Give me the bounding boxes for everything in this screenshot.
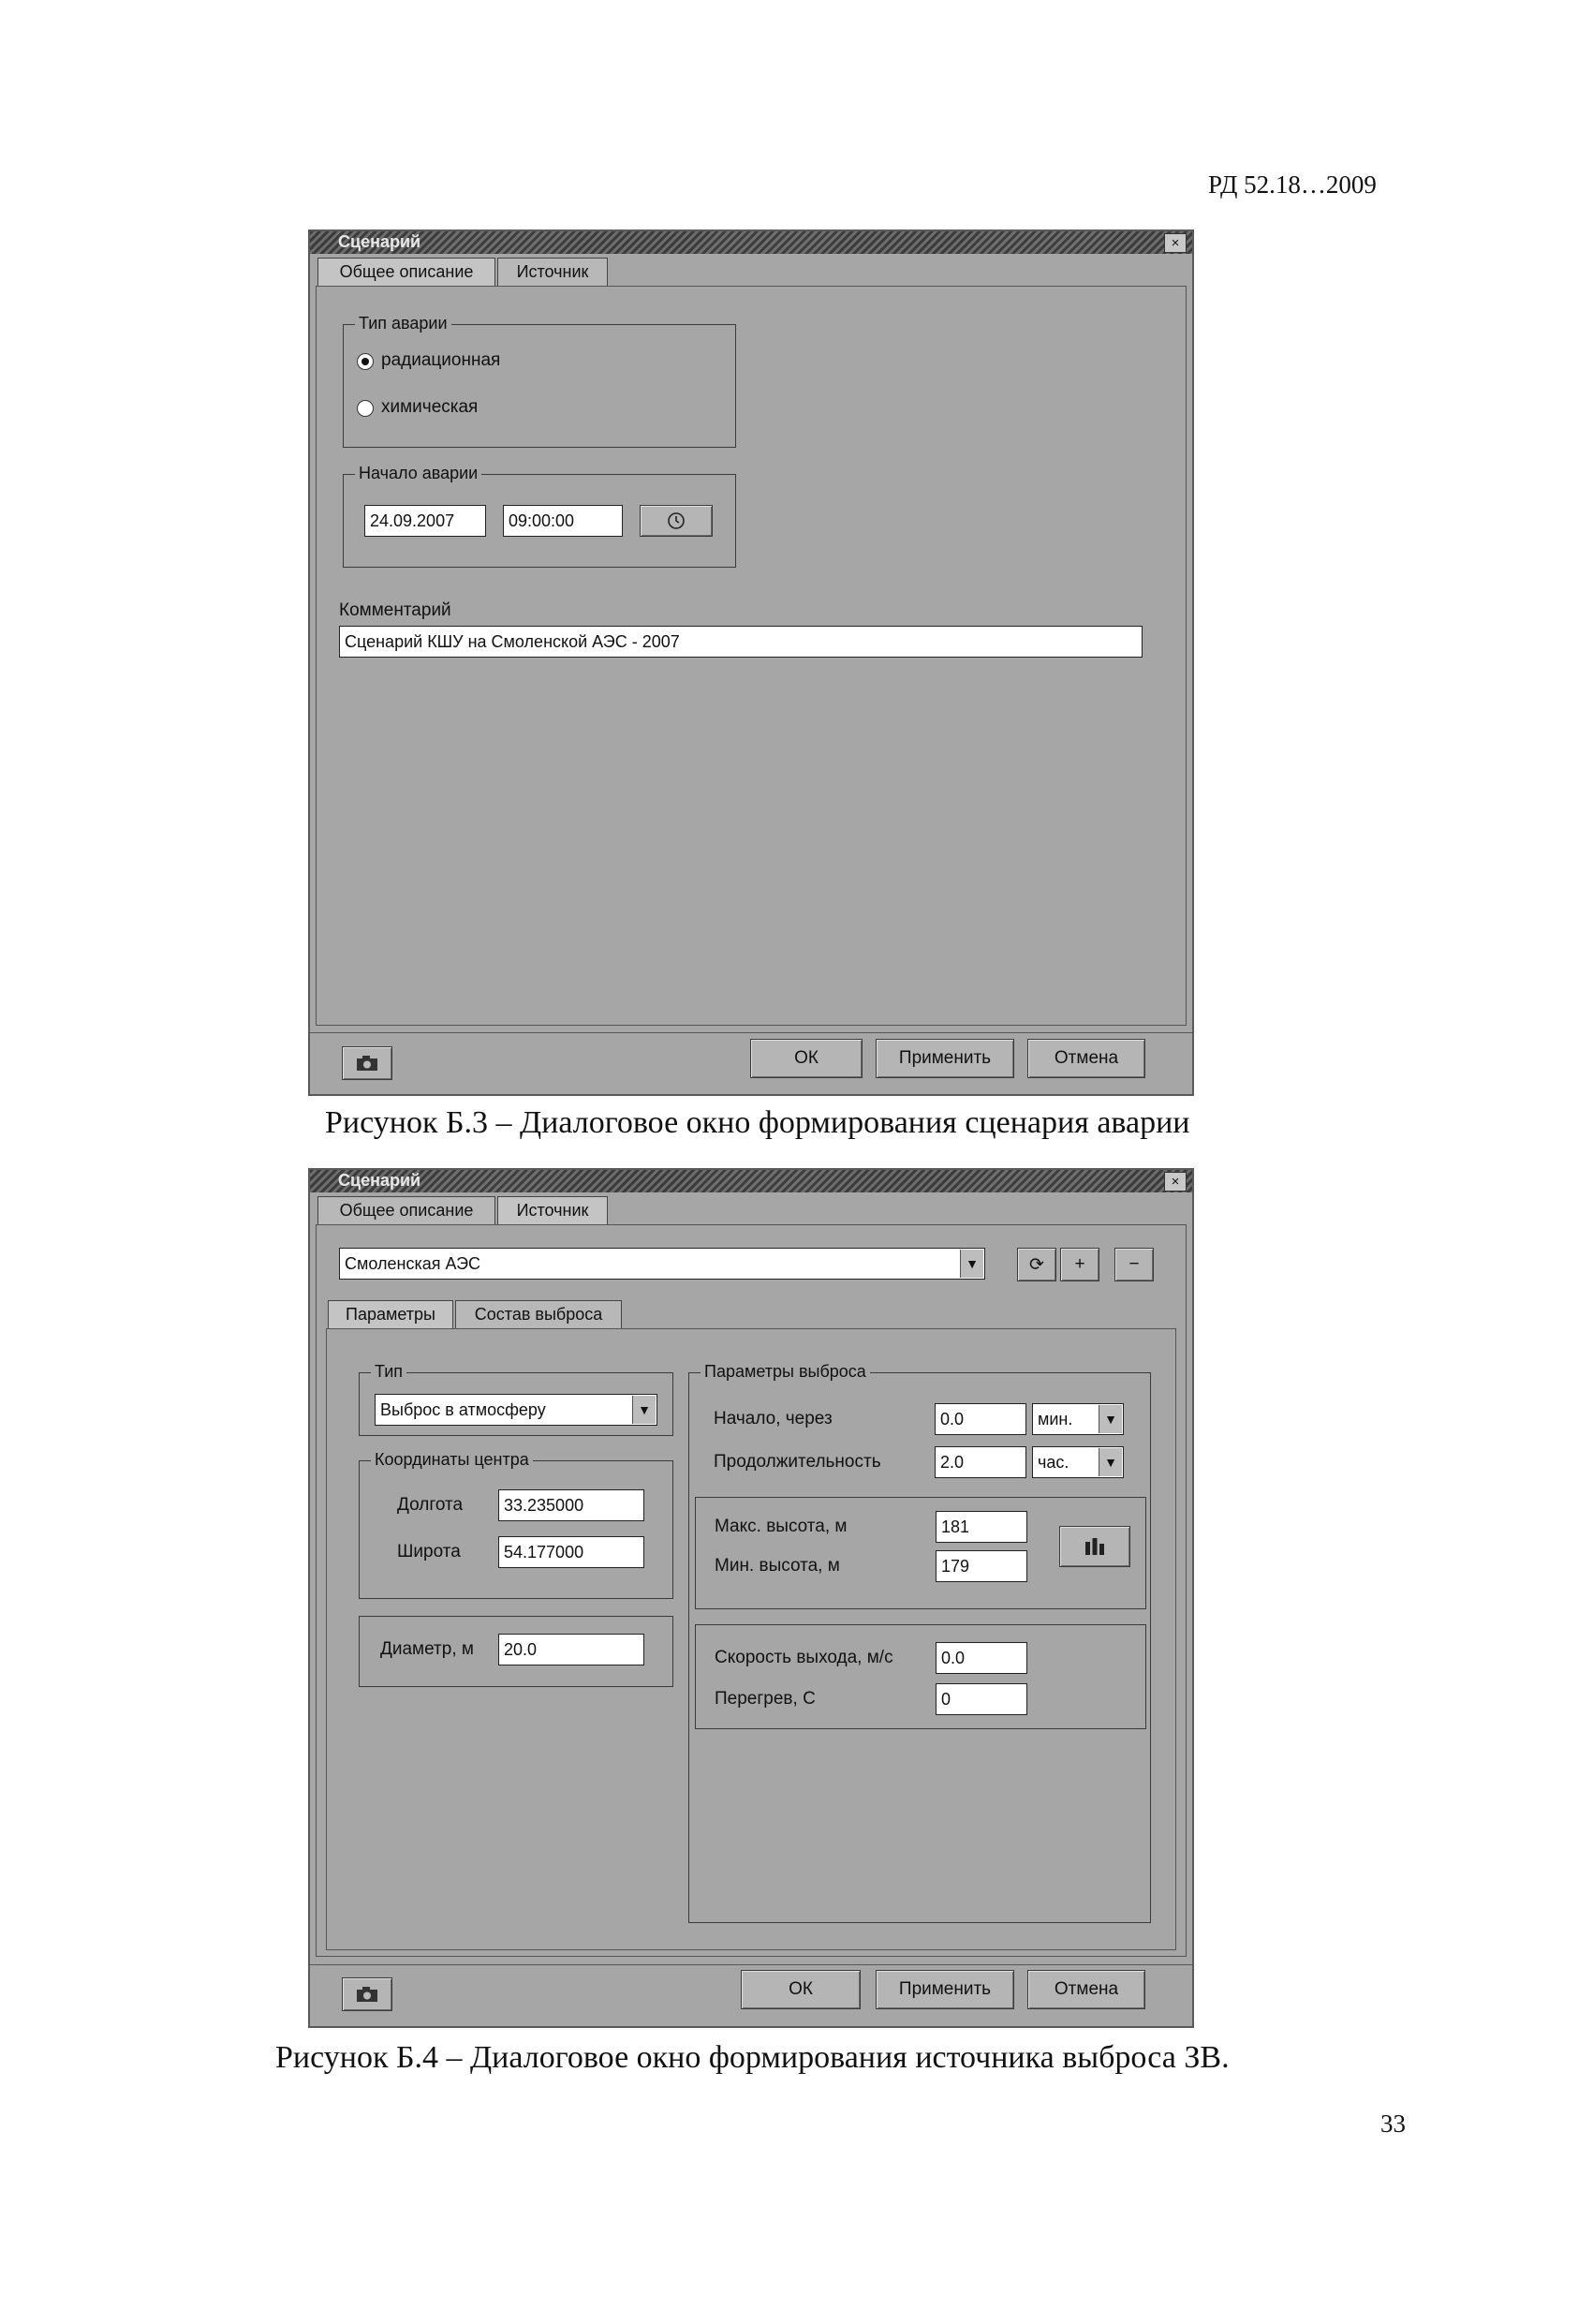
ok-button[interactable]: ОК — [750, 1039, 863, 1078]
exit-speed-field[interactable]: 0.0 — [936, 1642, 1027, 1674]
tab-general-description[interactable]: Общее описание — [317, 1196, 495, 1224]
overheat-label: Перегрев, С — [715, 1689, 816, 1709]
radio-chemical[interactable] — [357, 400, 374, 417]
min-height-label: Мин. высота, м — [715, 1556, 840, 1576]
chevron-down-icon[interactable]: ▼ — [1099, 1448, 1122, 1476]
type-group — [359, 1362, 673, 1436]
release-parameters-group — [688, 1362, 1151, 1923]
exit-speed-label: Скорость выхода, м/с — [715, 1648, 893, 1667]
type-legend: Тип — [371, 1361, 406, 1382]
close-button[interactable] — [1164, 1172, 1187, 1192]
chevron-down-icon[interactable]: ▼ — [960, 1250, 983, 1278]
start-after-label: Начало, через — [714, 1409, 833, 1428]
accident-type-group — [343, 314, 736, 448]
subtab-release-composition[interactable]: Состав выброса — [455, 1300, 622, 1328]
title-bar — [310, 1170, 1192, 1192]
release-parameters-legend: Параметры выброса — [701, 1361, 870, 1382]
radio-radiation-label: радиационная — [381, 350, 501, 370]
center-coordinates-group — [359, 1450, 673, 1599]
height-profile-button[interactable] — [1059, 1526, 1130, 1567]
latitude-field[interactable]: 54.177000 — [498, 1536, 644, 1568]
plus-icon: + — [1074, 1254, 1085, 1274]
apply-button[interactable]: Применить — [876, 1970, 1014, 2009]
tab-general-description[interactable]: Общее описание — [317, 258, 495, 286]
subtab-parameters[interactable]: Параметры — [328, 1300, 453, 1328]
accident-date-field[interactable]: 24.09.2007 — [364, 505, 486, 537]
source-select[interactable]: Смоленская АЭС ▼ — [339, 1248, 985, 1280]
comment-label: Комментарий — [339, 600, 451, 620]
title-bar — [310, 231, 1192, 254]
type-select[interactable]: Выброс в атмосферу ▼ — [375, 1394, 657, 1426]
tab-panel — [316, 286, 1187, 1026]
refresh-button[interactable] — [1017, 1248, 1056, 1281]
page-number: 33 — [1380, 2109, 1406, 2138]
latitude-label: Широта — [397, 1542, 461, 1562]
tab-panel — [316, 1224, 1187, 1957]
apply-button[interactable]: Применить — [876, 1039, 1014, 1078]
start-unit-select[interactable]: мин. ▼ — [1032, 1403, 1124, 1435]
window-title: Сценарий — [338, 232, 421, 251]
height-group — [695, 1497, 1146, 1609]
accident-start-legend: Начало аварии — [355, 463, 481, 483]
clock-icon — [667, 511, 686, 530]
exit-group — [695, 1624, 1146, 1729]
snapshot-button[interactable] — [342, 1046, 392, 1080]
duration-label: Продолжительность — [714, 1452, 881, 1472]
remove-source-button[interactable] — [1114, 1248, 1154, 1281]
parameters-panel — [326, 1328, 1176, 1950]
cancel-button[interactable]: Отмена — [1027, 1039, 1145, 1078]
duration-field[interactable]: 2.0 — [935, 1446, 1026, 1478]
comment-field[interactable]: Сценарий КШУ на Смоленской АЭС - 2007 — [339, 626, 1143, 658]
min-height-field[interactable]: 179 — [936, 1550, 1027, 1582]
duration-unit-select[interactable]: час. ▼ — [1032, 1446, 1124, 1478]
chevron-down-icon[interactable]: ▼ — [1099, 1405, 1122, 1433]
camera-icon — [355, 1054, 379, 1073]
snapshot-button[interactable] — [342, 1977, 392, 2011]
minus-icon: − — [1128, 1254, 1140, 1274]
camera-icon — [355, 1985, 379, 2004]
footer-separator — [310, 1964, 1192, 1965]
scenario-dialog-general — [308, 229, 1194, 1096]
tab-source[interactable]: Источник — [497, 258, 608, 286]
add-source-button[interactable] — [1060, 1248, 1099, 1281]
accident-time-field[interactable]: 09:00:00 — [503, 505, 623, 537]
max-height-label: Макс. высота, м — [715, 1517, 848, 1536]
scenario-dialog-source — [308, 1168, 1194, 2028]
center-coordinates-legend: Координаты центра — [371, 1449, 533, 1470]
diameter-label: Диаметр, м — [380, 1639, 474, 1659]
window-title: Сценарий — [338, 1171, 421, 1190]
bar-chart-icon — [1083, 1536, 1107, 1557]
max-height-field[interactable]: 181 — [936, 1511, 1027, 1543]
overheat-field[interactable]: 0 — [936, 1683, 1027, 1715]
diameter-field[interactable]: 20.0 — [498, 1634, 644, 1665]
tab-source[interactable]: Источник — [497, 1196, 608, 1224]
longitude-field[interactable]: 33.235000 — [498, 1489, 644, 1521]
chevron-down-icon[interactable]: ▼ — [632, 1396, 656, 1424]
accident-start-group — [343, 464, 736, 568]
radio-radiation[interactable] — [357, 353, 374, 370]
ok-button[interactable]: ОК — [741, 1970, 861, 2009]
refresh-icon: ⟳ — [1029, 1254, 1044, 1275]
close-button[interactable] — [1164, 233, 1187, 253]
longitude-label: Долгота — [397, 1495, 464, 1515]
figure-b4-caption: Рисунок Б.4 – Диалоговое окно формирования источника выброса ЗВ. — [275, 2040, 1230, 2075]
radio-chemical-label: химическая — [381, 397, 479, 417]
start-after-field[interactable]: 0.0 — [935, 1403, 1026, 1435]
cancel-button[interactable]: Отмена — [1027, 1970, 1145, 2009]
page-header-code: РД 52.18…2009 — [1208, 170, 1377, 199]
accident-type-legend: Тип аварии — [355, 313, 451, 333]
figure-b3-caption: Рисунок Б.3 – Диалоговое окно формирования сценария аварии — [325, 1105, 1190, 1140]
pick-time-button[interactable] — [640, 505, 713, 537]
close-icon: × — [1171, 235, 1180, 251]
close-icon: × — [1171, 1174, 1180, 1190]
footer-separator — [310, 1032, 1192, 1033]
diameter-group — [359, 1616, 673, 1687]
